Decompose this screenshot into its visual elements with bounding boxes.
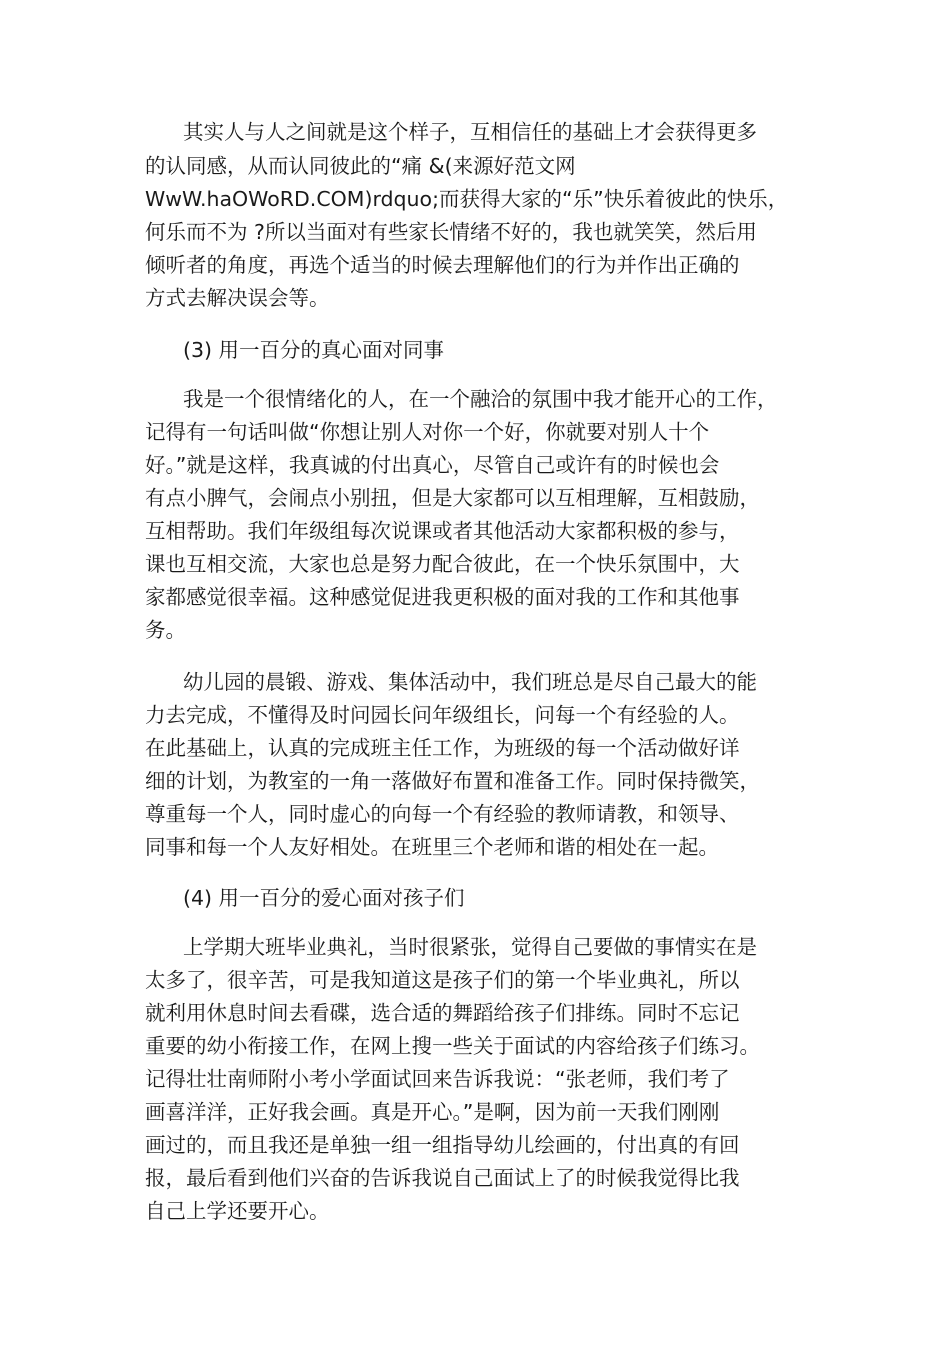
text-line: 务。 <box>145 618 186 642</box>
text-line: 何乐而不为 ?所以当面对有些家长情绪不好的，我也就笑笑，然后用 <box>145 220 757 244</box>
text-line: 在此基础上，认真的完成班主任工作，为班级的每一个活动做好详 <box>145 736 740 760</box>
text-line: WwW.haOWoRD.COM)rdquo;而获得大家的“乐”快乐着彼此的快乐， <box>145 187 789 211</box>
text-line: 幼儿园的晨锻、游戏、集体活动中，我们班总是尽自己最大的能 <box>183 670 757 694</box>
text-line: 家都感觉很幸福。这种感觉促进我更积极的面对我的工作和其他事 <box>145 585 740 609</box>
text-line: 同事和每一个人友好相处。在班里三个老师和谐的相处在一起。 <box>145 835 719 859</box>
text-line: 画过的，而且我还是单独一组一组指导幼儿绘画的，付出真的有回 <box>145 1133 740 1157</box>
text-line: 互相帮助。我们年级组每次说课或者其他活动大家都积极的参与， <box>145 519 740 543</box>
text-line: 课也互相交流，大家也总是努力配合彼此，在一个快乐氛围中，大 <box>145 552 740 576</box>
text-line: 细的计划，为教室的一角一落做好布置和准备工作。同时保持微笑， <box>145 769 760 793</box>
text-line: 自己上学还要开心。 <box>145 1199 330 1223</box>
text-line: 重要的幼小衔接工作，在网上搜一些关于面试的内容给孩子们练习。 <box>145 1034 760 1058</box>
text-line: 记得有一句话叫做“你想让别人对你一个好，你就要对别人十个 <box>145 420 710 444</box>
text-line: 有点小脾气，会闹点小别扭，但是大家都可以互相理解，互相鼓励， <box>145 486 760 510</box>
text-line: 力去完成，不懂得及时问园长问年级组长，问每一个有经验的人。 <box>145 703 740 727</box>
text-line: 方式去解决误会等。 <box>145 286 330 310</box>
section-heading: (4) 用一百分的爱心面对孩子们 <box>183 886 465 910</box>
text-line: 太多了，很辛苦，可是我知道这是孩子们的第一个毕业典礼，所以 <box>145 968 740 992</box>
text-line: 尊重每一个人，同时虚心的向每一个有经验的教师请教，和领导、 <box>145 802 740 826</box>
section-heading: (3) 用一百分的真心面对同事 <box>183 338 445 362</box>
text-line: 的认同感，从而认同彼此的“痛 &(来源好范文网 <box>145 154 576 178</box>
text-line: 画喜洋洋，正好我会画。真是开心。”是啊，因为前一天我们刚刚 <box>145 1100 720 1124</box>
text-line: 我是一个很情绪化的人，在一个融洽的氛围中我才能开心的工作， <box>183 387 778 411</box>
text-line: 上学期大班毕业典礼，当时很紧张，觉得自己要做的事情实在是 <box>183 935 757 959</box>
text-line: 倾听者的角度，再选个适当的时候去理解他们的行为并作出正确的 <box>145 253 740 277</box>
text-line: 记得壮壮南师附小考小学面试回来告诉我说：“张老师，我们考了 <box>145 1067 730 1091</box>
text-line: 报，最后看到他们兴奋的告诉我说自己面试上了的时候我觉得比我 <box>145 1166 740 1190</box>
text-line: 就利用休息时间去看碟，选合适的舞蹈给孩子们排练。同时不忘记 <box>145 1001 740 1025</box>
text-line: 其实人与人之间就是这个样子，互相信任的基础上才会获得更多 <box>183 120 757 144</box>
text-line: 好。”就是这样，我真诚的付出真心，尽管自己或许有的时候也会 <box>145 453 720 477</box>
